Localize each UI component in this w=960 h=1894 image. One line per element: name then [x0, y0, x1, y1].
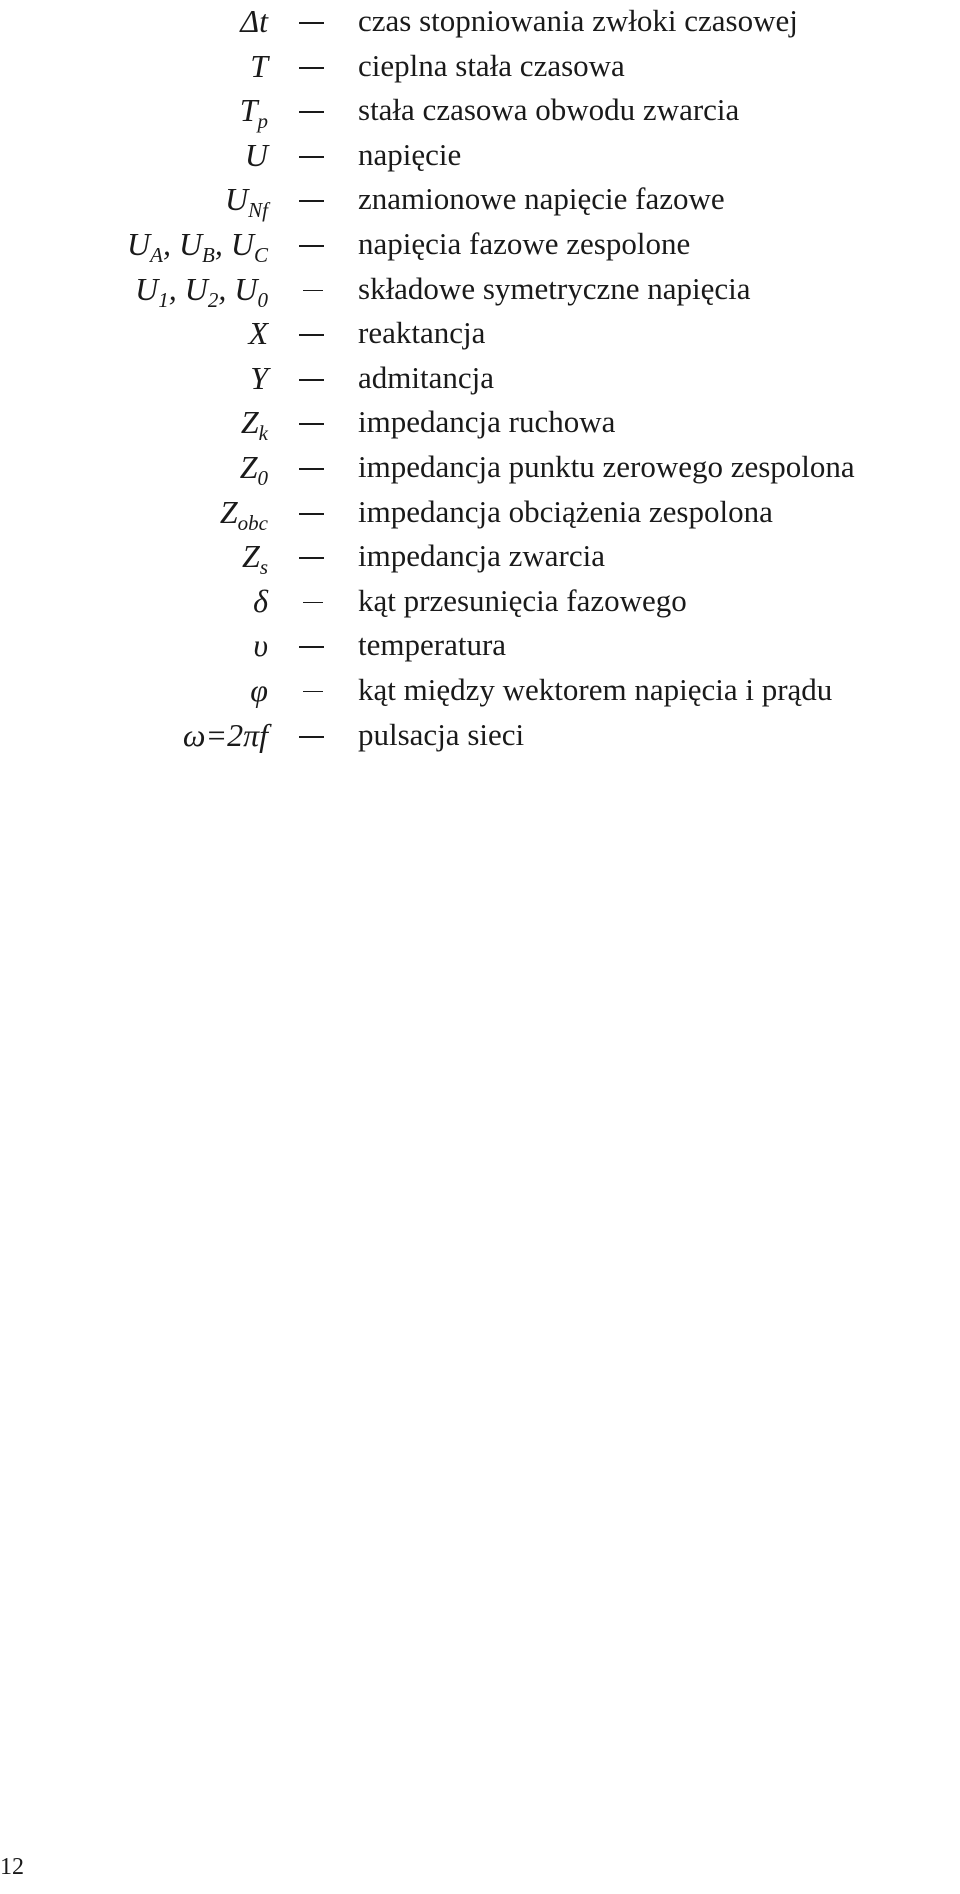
list-item — [0, 223, 960, 268]
dash — [299, 245, 324, 247]
symbol: T — [250, 47, 268, 84]
description: impedancja obciążenia zespolona — [358, 493, 773, 529]
description: kąt między wektorem napięcia i prądu — [358, 671, 833, 707]
list-item — [0, 624, 960, 669]
list-item — [0, 669, 960, 714]
list-item — [0, 357, 960, 402]
dash — [303, 290, 323, 292]
dash — [299, 557, 324, 559]
page-number: 12 — [0, 1854, 24, 1880]
dash — [299, 22, 324, 24]
list-item — [0, 45, 960, 90]
symbol: $T_p$ — [239, 92, 268, 134]
dash — [299, 513, 324, 515]
description: stała czasowa obwodu zwarcia — [358, 92, 740, 128]
description: składowe symetryczne napięcia — [358, 270, 751, 306]
description: pulsacja sieci — [358, 716, 525, 752]
list-item — [0, 268, 960, 313]
dash — [303, 602, 323, 604]
description: reaktancja — [358, 315, 486, 351]
list-item — [0, 535, 960, 580]
symbol: δ — [253, 582, 268, 619]
dash — [299, 156, 324, 158]
dash — [299, 200, 324, 202]
description: impedancja punktu zerowego zespolona — [358, 448, 855, 484]
description: temperatura — [358, 627, 507, 663]
description: cieplna stała czasowa — [358, 47, 625, 83]
description: impedancja zwarcia — [358, 538, 605, 574]
dash — [299, 379, 324, 381]
symbol: $U_1$, $U_2$, $U_0$ — [135, 270, 268, 312]
list-item — [0, 89, 960, 134]
symbol: υ — [253, 627, 268, 664]
dash — [303, 691, 323, 693]
symbol: $Z_0$ — [239, 448, 268, 490]
list-item — [0, 491, 960, 536]
symbol: Δt — [240, 3, 268, 39]
symbol: $U_A$, $U_B$, $U_C$ — [127, 225, 268, 267]
symbol: $Z_{obc}$ — [219, 493, 268, 535]
symbol: $U_{Nf}$ — [225, 181, 268, 223]
list-item — [0, 401, 960, 446]
symbol: ω=2πf — [182, 716, 268, 753]
list-item — [0, 134, 960, 179]
description: impedancja ruchowa — [358, 404, 616, 440]
dash — [299, 111, 324, 113]
list-item — [0, 446, 960, 491]
description: napięcia fazowe zespolone — [358, 225, 691, 261]
symbol-list — [0, 0, 960, 758]
description: admitancja — [358, 359, 494, 395]
list-item — [0, 714, 960, 759]
dash — [299, 646, 324, 648]
description: kąt przesunięcia fazowego — [358, 582, 687, 618]
dash — [299, 67, 324, 69]
description: napięcie — [358, 136, 462, 172]
symbol: $Z_s$ — [242, 538, 268, 580]
list-item — [0, 580, 960, 625]
list-item — [0, 178, 960, 223]
symbol: φ — [250, 671, 268, 708]
symbol: Y — [250, 359, 268, 396]
description: znamionowe napięcie fazowe — [358, 181, 725, 217]
dash — [299, 736, 324, 738]
dash — [299, 468, 324, 470]
symbol: X — [248, 315, 268, 352]
list-item — [0, 312, 960, 357]
dash — [299, 423, 324, 425]
list-item — [0, 0, 960, 45]
dash — [299, 334, 324, 336]
symbol: $Z_k$ — [240, 404, 268, 446]
symbol: U — [244, 136, 268, 173]
description: czas stopniowania zwłoki czasowej — [358, 3, 798, 38]
